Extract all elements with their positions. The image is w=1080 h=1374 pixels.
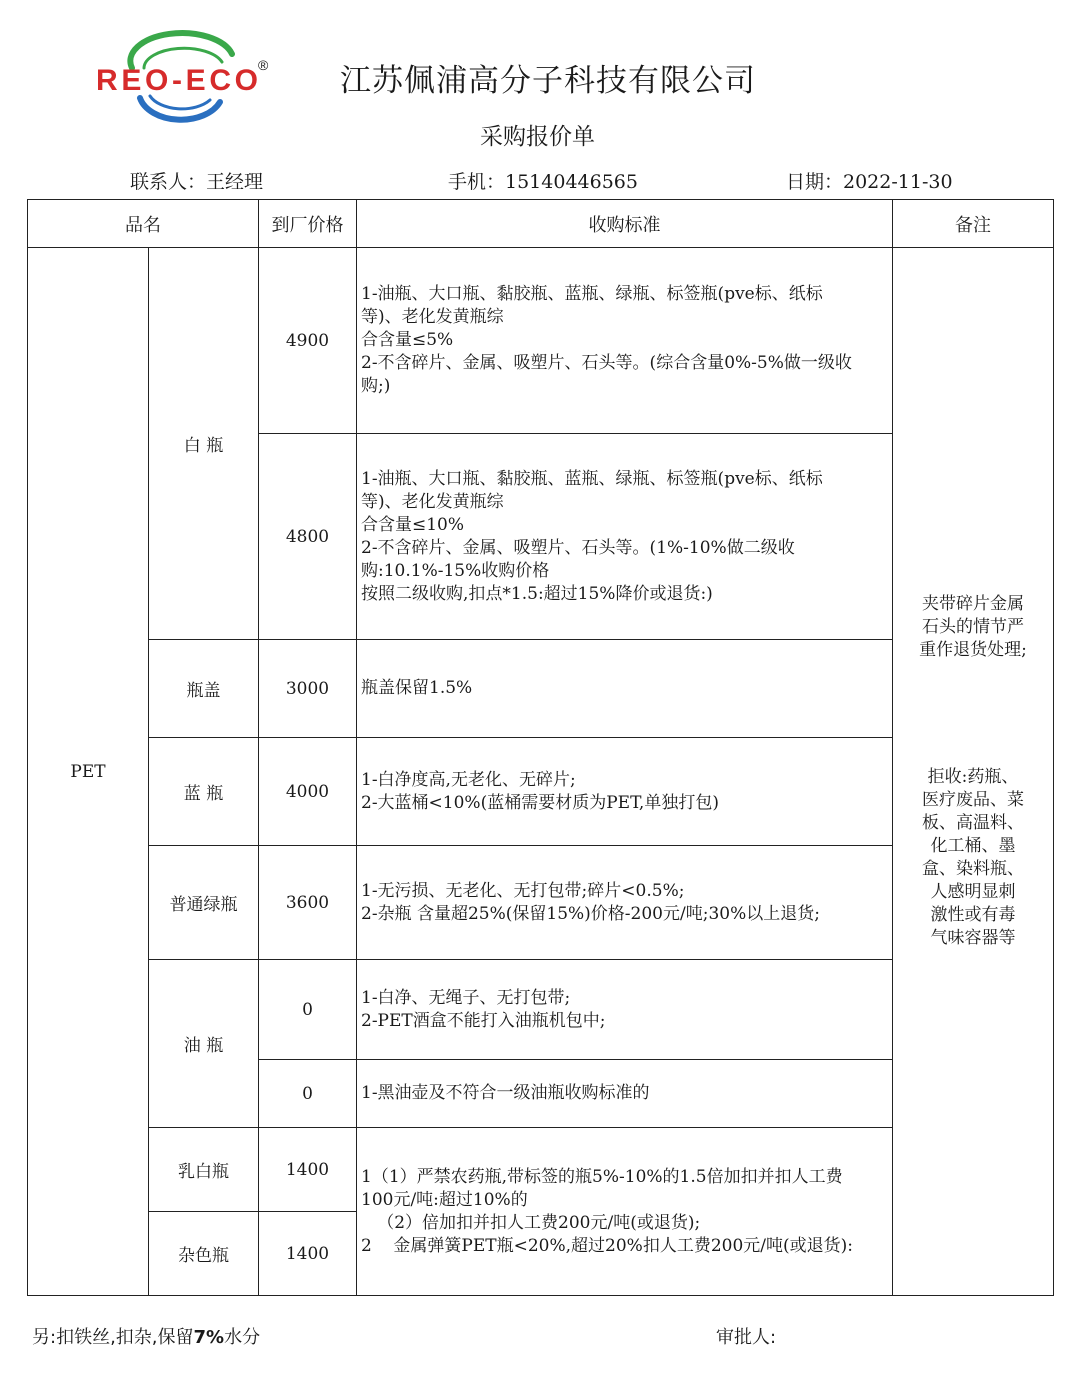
- registered-mark: ®: [258, 57, 269, 73]
- remark-line: 盒、染料瓶、: [922, 859, 1024, 879]
- remarks-cell: [893, 248, 1054, 1296]
- standard-cell: [357, 960, 893, 1060]
- contact-person: 联系人：王经理: [130, 171, 264, 193]
- price-cell: [259, 1128, 357, 1212]
- standard-line: 1-白净、无绳子、无打包带;: [361, 987, 571, 1008]
- category-cell: [28, 248, 149, 1296]
- footer-note-percent: 7%: [193, 1327, 225, 1348]
- standard-line: 100元/吨:超过10%的: [361, 1189, 528, 1210]
- header-remarks: 备注: [893, 200, 1054, 248]
- remark-line: 激性或有毒: [930, 905, 1016, 925]
- standard-cell: [357, 738, 893, 846]
- category-label: PET: [70, 761, 106, 782]
- standard-line: 1（1）严禁农药瓶,带标签的瓶5%-10%的1.5倍加扣并扣人工费: [361, 1166, 843, 1187]
- header-standard: 收购标准: [357, 200, 893, 248]
- standard-line: 合含量≤10%: [361, 514, 465, 535]
- table-header-row: [28, 200, 1054, 248]
- footer-note-text: 另:扣铁丝,扣杂,保留: [32, 1327, 194, 1348]
- remark-line: 石头的情节严: [922, 617, 1024, 637]
- product-name-cell: [149, 640, 259, 738]
- price-value: 3000: [285, 678, 330, 699]
- footer-note-suffix: 水分: [224, 1327, 261, 1348]
- price-value: 4000: [285, 781, 330, 802]
- remark-line: 气味容器等: [930, 928, 1016, 948]
- price-cell: [259, 738, 357, 846]
- product-name: 瓶盖: [186, 681, 221, 701]
- product-name-cell: [149, 738, 259, 846]
- standard-line: 购:10.1%-15%收购价格: [361, 560, 550, 581]
- price-cell: [259, 1060, 357, 1128]
- price-value: 1400: [285, 1159, 330, 1180]
- product-name-cell: [149, 1128, 259, 1212]
- standard-line: 合含量≤5%: [361, 330, 454, 350]
- product-name-cell: [149, 248, 259, 640]
- logo-text: REO-ECO: [96, 64, 258, 97]
- price-value: 4800: [285, 526, 330, 547]
- remark-line: 夹带碎片金属: [922, 594, 1024, 614]
- standard-cell: [357, 248, 893, 434]
- remark-line: 拒收:药瓶、: [927, 767, 1019, 787]
- standard-cell: [357, 640, 893, 738]
- product-name-cell: [149, 846, 259, 960]
- remark-line: 人感明显刺: [930, 882, 1016, 902]
- standard-cell: [357, 1060, 893, 1128]
- product-name: 蓝 瓶: [183, 784, 224, 804]
- product-name: 乳白瓶: [178, 1162, 229, 1182]
- price-cell: [259, 1212, 357, 1296]
- standard-line: 2-不含碎片、金属、吸塑片、石头等。(1%-10%做二级收: [361, 537, 795, 558]
- header-price: 到厂价格: [259, 200, 357, 248]
- product-name-cell: [149, 960, 259, 1128]
- price-table: [27, 199, 1054, 1296]
- price-value: 1400: [285, 1243, 330, 1264]
- remark-line: 医疗废品、菜: [922, 790, 1024, 810]
- price-cell: [259, 960, 357, 1060]
- standard-line: 等)、老化发黄瓶综: [361, 491, 504, 512]
- document-title: 采购报价单: [480, 124, 595, 150]
- product-name: 白 瓶: [183, 436, 224, 456]
- standard-line: 等)、老化发黄瓶综: [361, 307, 504, 327]
- header-product-name: 品名: [28, 200, 259, 248]
- price-value: 0: [302, 999, 313, 1020]
- standard-line: 2-不含碎片、金属、吸塑片、石头等。(综合含量0%-5%做一级收: [361, 353, 852, 373]
- standard-line: 1-油瓶、大口瓶、黏胶瓶、蓝瓶、绿瓶、标签瓶(pve标、纸标: [361, 468, 823, 489]
- table-row: [28, 248, 1054, 434]
- price-cell: [259, 248, 357, 434]
- remark-line: 化工桶、墨: [930, 836, 1016, 856]
- standard-line: 1-黑油壶及不符合一级油瓶收购标准的: [361, 1083, 650, 1103]
- price-cell: [259, 640, 357, 738]
- standard-line: 2-杂瓶 含量超25%(保留15%)价格-200元/吨;30%以上退货;: [361, 903, 820, 924]
- standard-cell: [357, 1128, 893, 1296]
- standard-line: 瓶盖保留1.5%: [361, 678, 473, 698]
- standard-line: 按照二级收购,扣点*1.5:超过15%降价或退货:): [361, 583, 713, 604]
- company-logo: [92, 28, 277, 136]
- standard-line: 2-大蓝桶<10%(蓝桶需要材质为PET,单独打包): [361, 792, 719, 813]
- product-name-cell: [149, 1212, 259, 1296]
- price-cell: [259, 434, 357, 640]
- standard-line: 1-无污损、无老化、无打包带;碎片<0.5%;: [361, 880, 685, 901]
- standard-cell: [357, 846, 893, 960]
- footer-note: [32, 1323, 260, 1349]
- approver-label: 审批人:: [716, 1327, 777, 1348]
- quote-date: 日期：2022-11-30: [786, 171, 953, 193]
- price-value: 3600: [285, 892, 330, 913]
- price-value: 4900: [285, 330, 330, 351]
- standard-line: 购;): [361, 376, 391, 396]
- product-name: 油 瓶: [183, 1036, 224, 1056]
- product-name: 杂色瓶: [178, 1246, 229, 1266]
- standard-cell: [357, 434, 893, 640]
- phone-number: 手机：15140446565: [448, 171, 638, 193]
- remark-line: 板、高温料、: [922, 813, 1024, 833]
- company-name: 江苏佩浦高分子科技有限公司: [340, 63, 756, 99]
- price-value: 0: [302, 1083, 313, 1104]
- product-name: 普通绿瓶: [169, 895, 238, 915]
- standard-line: 2 金属弹簧PET瓶<20%,超过20%扣人工费200元/吨(或退货):: [361, 1235, 854, 1256]
- standard-line: 1-白净度高,无老化、无碎片;: [361, 769, 576, 790]
- remark-line: 重作退货处理;: [919, 640, 1027, 660]
- standard-line: （2）倍加扣并扣人工费200元/吨(或退货);: [361, 1212, 701, 1233]
- standard-line: 2-PET酒盒不能打入油瓶机包中;: [361, 1010, 606, 1031]
- price-cell: [259, 846, 357, 960]
- standard-line: 1-油瓶、大口瓶、黏胶瓶、蓝瓶、绿瓶、标签瓶(pve标、纸标: [361, 284, 823, 304]
